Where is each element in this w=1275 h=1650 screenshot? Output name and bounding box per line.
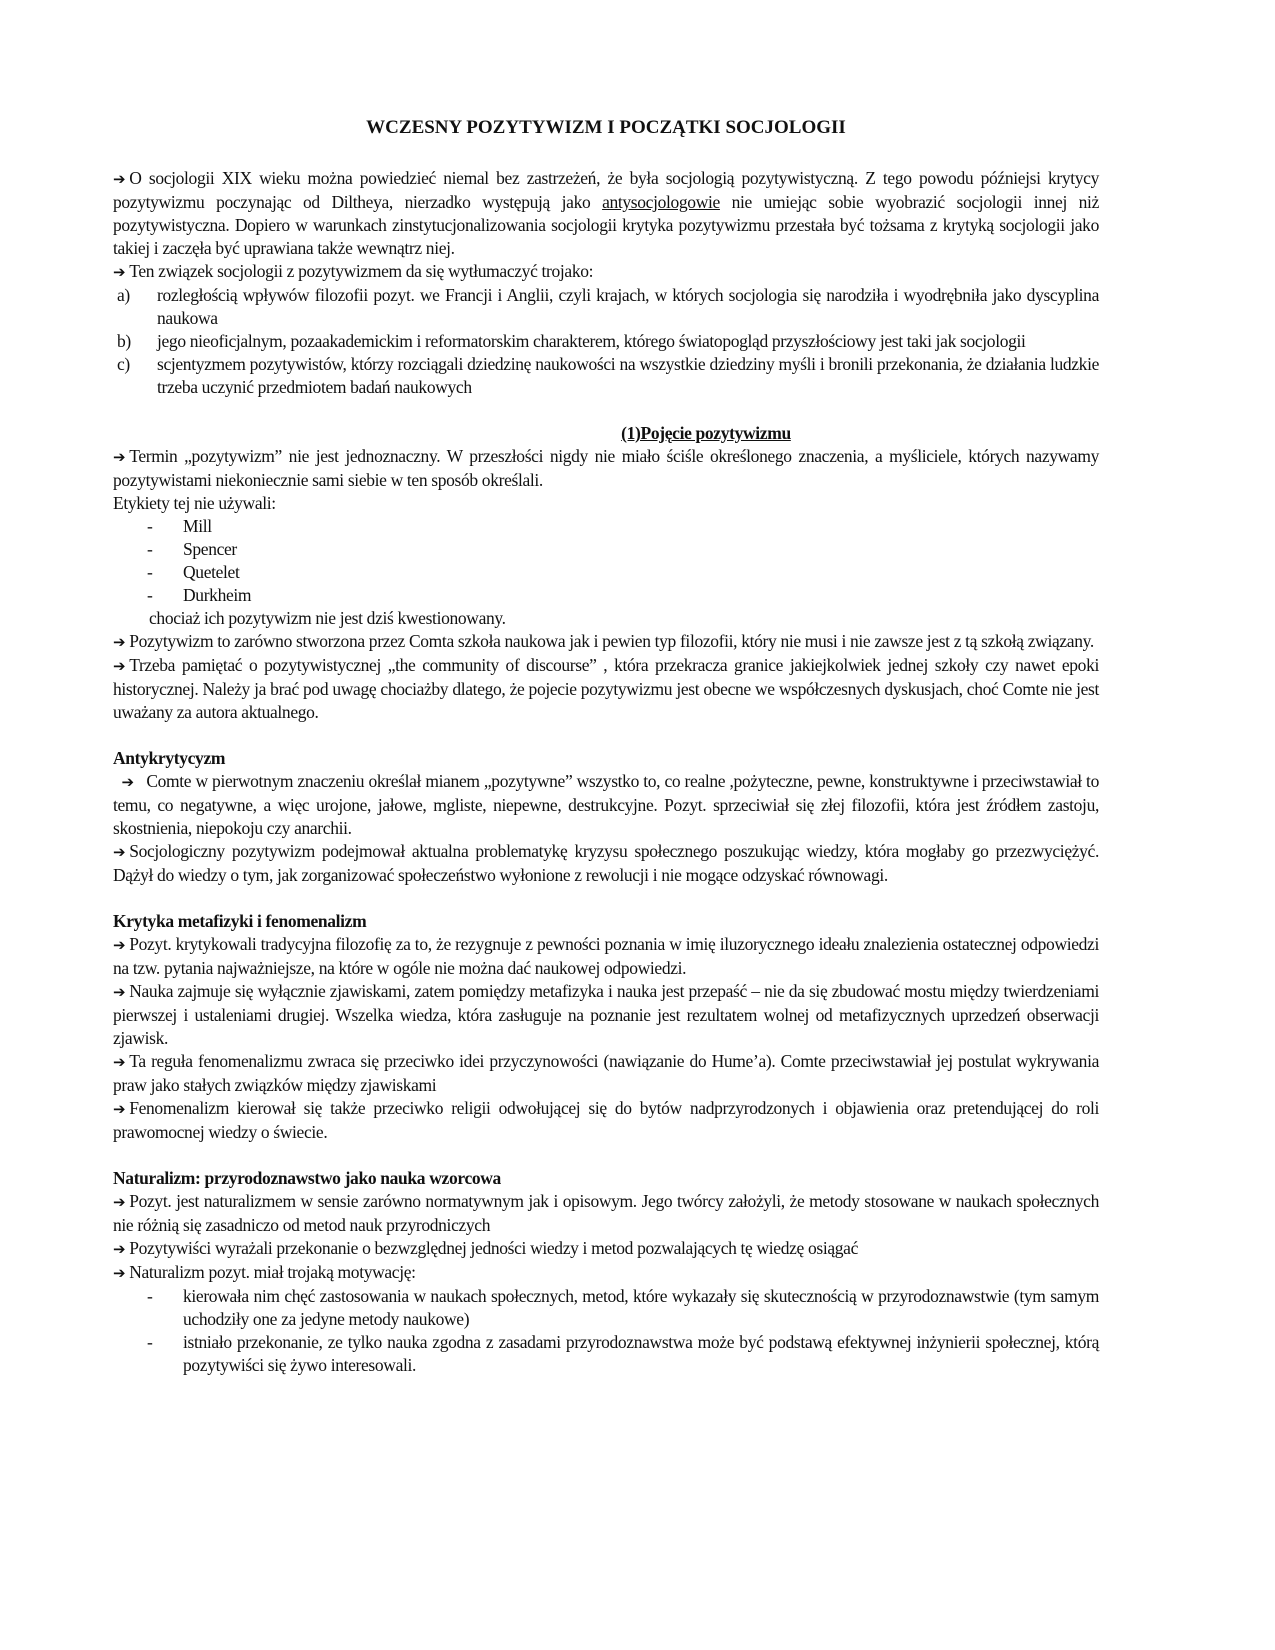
- arrow-icon: ➔: [113, 1264, 126, 1282]
- paragraph: [113, 933, 1099, 980]
- arrow-icon: ➔: [113, 1053, 126, 1071]
- list-marker: -: [147, 539, 153, 559]
- paragraph: Etykiety tej nie używali:: [113, 493, 276, 513]
- list-text: Quetelet: [183, 562, 240, 582]
- list-item: [113, 1285, 1099, 1331]
- list-item: [113, 330, 1099, 353]
- list-text: istniało przekonanie, ze tylko nauka zgodna z zasadami przyrodoznawstwa może być podstawą efektywnej inżynierii społecznej, którą pozytywiści się żywo interesowali.: [183, 1332, 1099, 1375]
- arrow-icon: ➔: [113, 170, 126, 188]
- arrow-icon: ➔: [113, 633, 126, 651]
- list-text: kierowała nim chęć zastosowania w naukach społecznych, metod, które wykazały się skutecznością w przyrodoznawstwie (tym samym uchodziły one za jedyne metody naukowe): [183, 1286, 1099, 1329]
- list-marker: a): [117, 285, 130, 305]
- paragraph: [113, 1050, 1099, 1097]
- list-item: [113, 515, 1099, 538]
- section-heading: Antykrytycyzm: [113, 748, 226, 768]
- arrow-icon: ➔: [113, 843, 126, 861]
- text: Ta reguła fenomenalizmu zwraca się przeciwko idei przyczynowości (nawiązanie do Hume’a). Comte przeciwstawiał jej postulat wykrywania praw jako stałych związków między zjawiskami: [113, 1051, 1099, 1095]
- lettered-list: [113, 284, 1099, 399]
- paragraph: [113, 654, 1099, 724]
- list-marker: -: [147, 585, 153, 605]
- text: Pozyt. jest naturalizmem w sensie zarówno normatywnym jak i opisowym. Jego twórcy założyli, że metody stosowane w naukach społecznych nie różnią się zasadniczo od metod nauk przyrodniczych: [113, 1191, 1099, 1235]
- list-text: rozległością wpływów filozofii pozyt. we Francji i Anglii, czyli krajach, w których socjologia się narodziła i wyodrębniła jako dyscyplina naukowa: [157, 285, 1099, 328]
- text: Termin „pozytywizm” nie jest jednoznaczny. W przeszłości nigdy nie miało ściśle określonego znaczenia, a myśliciele, których nazywamy pozytywistami niekoniecznie sami siebie w ten sposób określali.: [113, 446, 1099, 490]
- arrow-icon: ➔: [113, 448, 126, 466]
- document-title: WCZESNY POZYTYWIZM I POCZĄTKI SOCJOLOGII: [366, 117, 846, 138]
- document-page: [113, 112, 1099, 1377]
- arrow-icon: ➔: [113, 983, 126, 1001]
- text: Socjologiczny pozytywizm podejmował aktualna problematykę kryzysu społecznego poszukując wiedzy, która mogłaby go przezwyciężyć. Dążył do wiedzy o tym, jak zorganizować społeczeństwo wyłonione z rewolucji i nie mogące odzyskać równowagi.: [113, 841, 1099, 885]
- text: nie umiejąc sobie wyobrazić socjologii innej niż pozytywistyczna. Dopiero w warunkach zinstytucjonalizowania socjologii krytyka pozytywizmu przestała być tożsama z krytyką socjologii jako takiej i zaczęła być uprawiana także wewnątrz niej.: [113, 192, 1099, 258]
- arrow-icon: ➔: [113, 936, 126, 954]
- list-marker: c): [117, 354, 130, 374]
- names-list: [113, 515, 1099, 607]
- motivation-list: [113, 1285, 1099, 1377]
- list-marker: b): [117, 331, 131, 351]
- arrow-icon: ➔: [113, 1100, 126, 1118]
- text: Ten związek socjologii z pozytywizmem da się wytłumaczyć trojako:: [129, 261, 594, 281]
- text: Pozyt. krytykowali tradycyjna filozofię za to, że rezygnuje z pewności poznania w imię iluzorycznego ideału znalezienia ostatecznej odpowiedzi na tzw. pytania najważniejsze, na które w ogóle nie można dać naukowej odpowiedzi.: [113, 934, 1099, 978]
- paragraph: [113, 840, 1099, 887]
- list-item: [113, 353, 1099, 399]
- list-item: [113, 584, 1099, 607]
- paragraph: [113, 167, 1099, 260]
- underlined-term: antysocjologowie: [602, 192, 720, 212]
- paragraph: [113, 1097, 1099, 1144]
- text: Trzeba pamiętać o pozytywistycznej „the community of discourse” , która przekracza granice jakiejkolwiek jednej szkoły czy nawet epoki historycznej. Należy ja brać pod uwagę chociażby dlatego, że pojecie pozytywizmu jest obecne we współczesnych dyskusjach, choć Comte nie jest uważany za autora aktualnego.: [113, 655, 1099, 722]
- section-heading: (1)Pojęcie pozytywizmu: [621, 423, 791, 443]
- list-text: Mill: [183, 516, 212, 536]
- text: Naturalizm pozyt. miał trojaką motywację:: [129, 1262, 416, 1282]
- list-item: [113, 284, 1099, 330]
- paragraph: [113, 260, 1099, 284]
- paragraph: [113, 1237, 1099, 1261]
- arrow-icon: ➔: [121, 773, 134, 791]
- list-marker: -: [147, 562, 153, 582]
- arrow-icon: ➔: [113, 1193, 126, 1211]
- list-text: Durkheim: [183, 585, 252, 605]
- paragraph: chociaż ich pozytywizm nie jest dziś kwestionowany.: [149, 608, 506, 628]
- list-marker: -: [147, 1286, 153, 1306]
- paragraph: [113, 770, 1099, 840]
- paragraph: [113, 1261, 1099, 1285]
- text: O socjologii XIX wieku można powiedzieć niemal bez zastrzeżeń, że była socjologią pozytywistyczną. Z tego powodu późniejsi krytycy pozytywizmu poczynając od Diltheya, nierzadko występują jako: [113, 168, 1099, 212]
- paragraph: [113, 1190, 1099, 1237]
- list-item: [113, 1331, 1099, 1377]
- text: Pozytywizm to zarówno stworzona przez Comta szkoła naukowa jak i pewien typ filozofii, który nie musi i nie zawsze jest z tą szkołą związany.: [129, 631, 1094, 651]
- arrow-icon: ➔: [113, 263, 126, 281]
- list-text: scjentyzmem pozytywistów, którzy rozciągali dziedzinę naukowości na wszystkie dziedziny myśli i bronili przekonania, że działania ludzkie trzeba uczynić przedmiotem badań naukowych: [157, 354, 1099, 397]
- paragraph: [113, 630, 1099, 654]
- text: Comte w pierwotnym znaczeniu określał mianem „pozytywne” wszystko to, co realne ,pożyteczne, pewne, konstruktywne i przeciwstawiał to temu, co negatywne, a więc urojone, jałowe, mgliste, niepewne, destrukcyjne. Pozyt. sprzeciwiał się złej filozofii, która jest źródłem zastoju, skostnienia, niepokoju czy anarchii.: [113, 771, 1099, 838]
- paragraph: [113, 445, 1099, 492]
- section-heading: Krytyka metafizyki i fenomenalizm: [113, 911, 367, 931]
- text: Pozytywiści wyrażali przekonanie o bezwzględnej jedności wiedzy i metod pozwalających tę wiedzę osiągać: [129, 1238, 858, 1258]
- arrow-icon: ➔: [113, 657, 126, 675]
- text: Fenomenalizm kierował się także przeciwko religii odwołującej się do bytów nadprzyrodzonych i objawienia oraz pretendującej do roli prawomocnej wiedzy o świecie.: [113, 1098, 1099, 1142]
- arrow-icon: ➔: [113, 1240, 126, 1258]
- list-item: [113, 538, 1099, 561]
- section-heading: Naturalizm: przyrodoznawstwo jako nauka wzorcowa: [113, 1168, 501, 1188]
- list-text: Spencer: [183, 539, 237, 559]
- list-marker: -: [147, 1332, 153, 1352]
- list-text: jego nieoficjalnym, pozaakademickim i reformatorskim charakterem, którego światopogląd przyszłościowy jest taki jak socjologii: [157, 331, 1026, 351]
- list-item: [113, 561, 1099, 584]
- paragraph: [113, 980, 1099, 1050]
- list-marker: -: [147, 516, 153, 536]
- text: Nauka zajmuje się wyłącznie zjawiskami, zatem pomiędzy metafizyka i nauka jest przepaść – nie da się zbudować mostu między twierdzeniami pierwszej i ustaleniami drugiej. Wszelka wiedza, która zasługuje na poznanie jest rezultatem wolnej od metafizycznych uprzedzeń obserwacji zjawisk.: [113, 981, 1099, 1048]
